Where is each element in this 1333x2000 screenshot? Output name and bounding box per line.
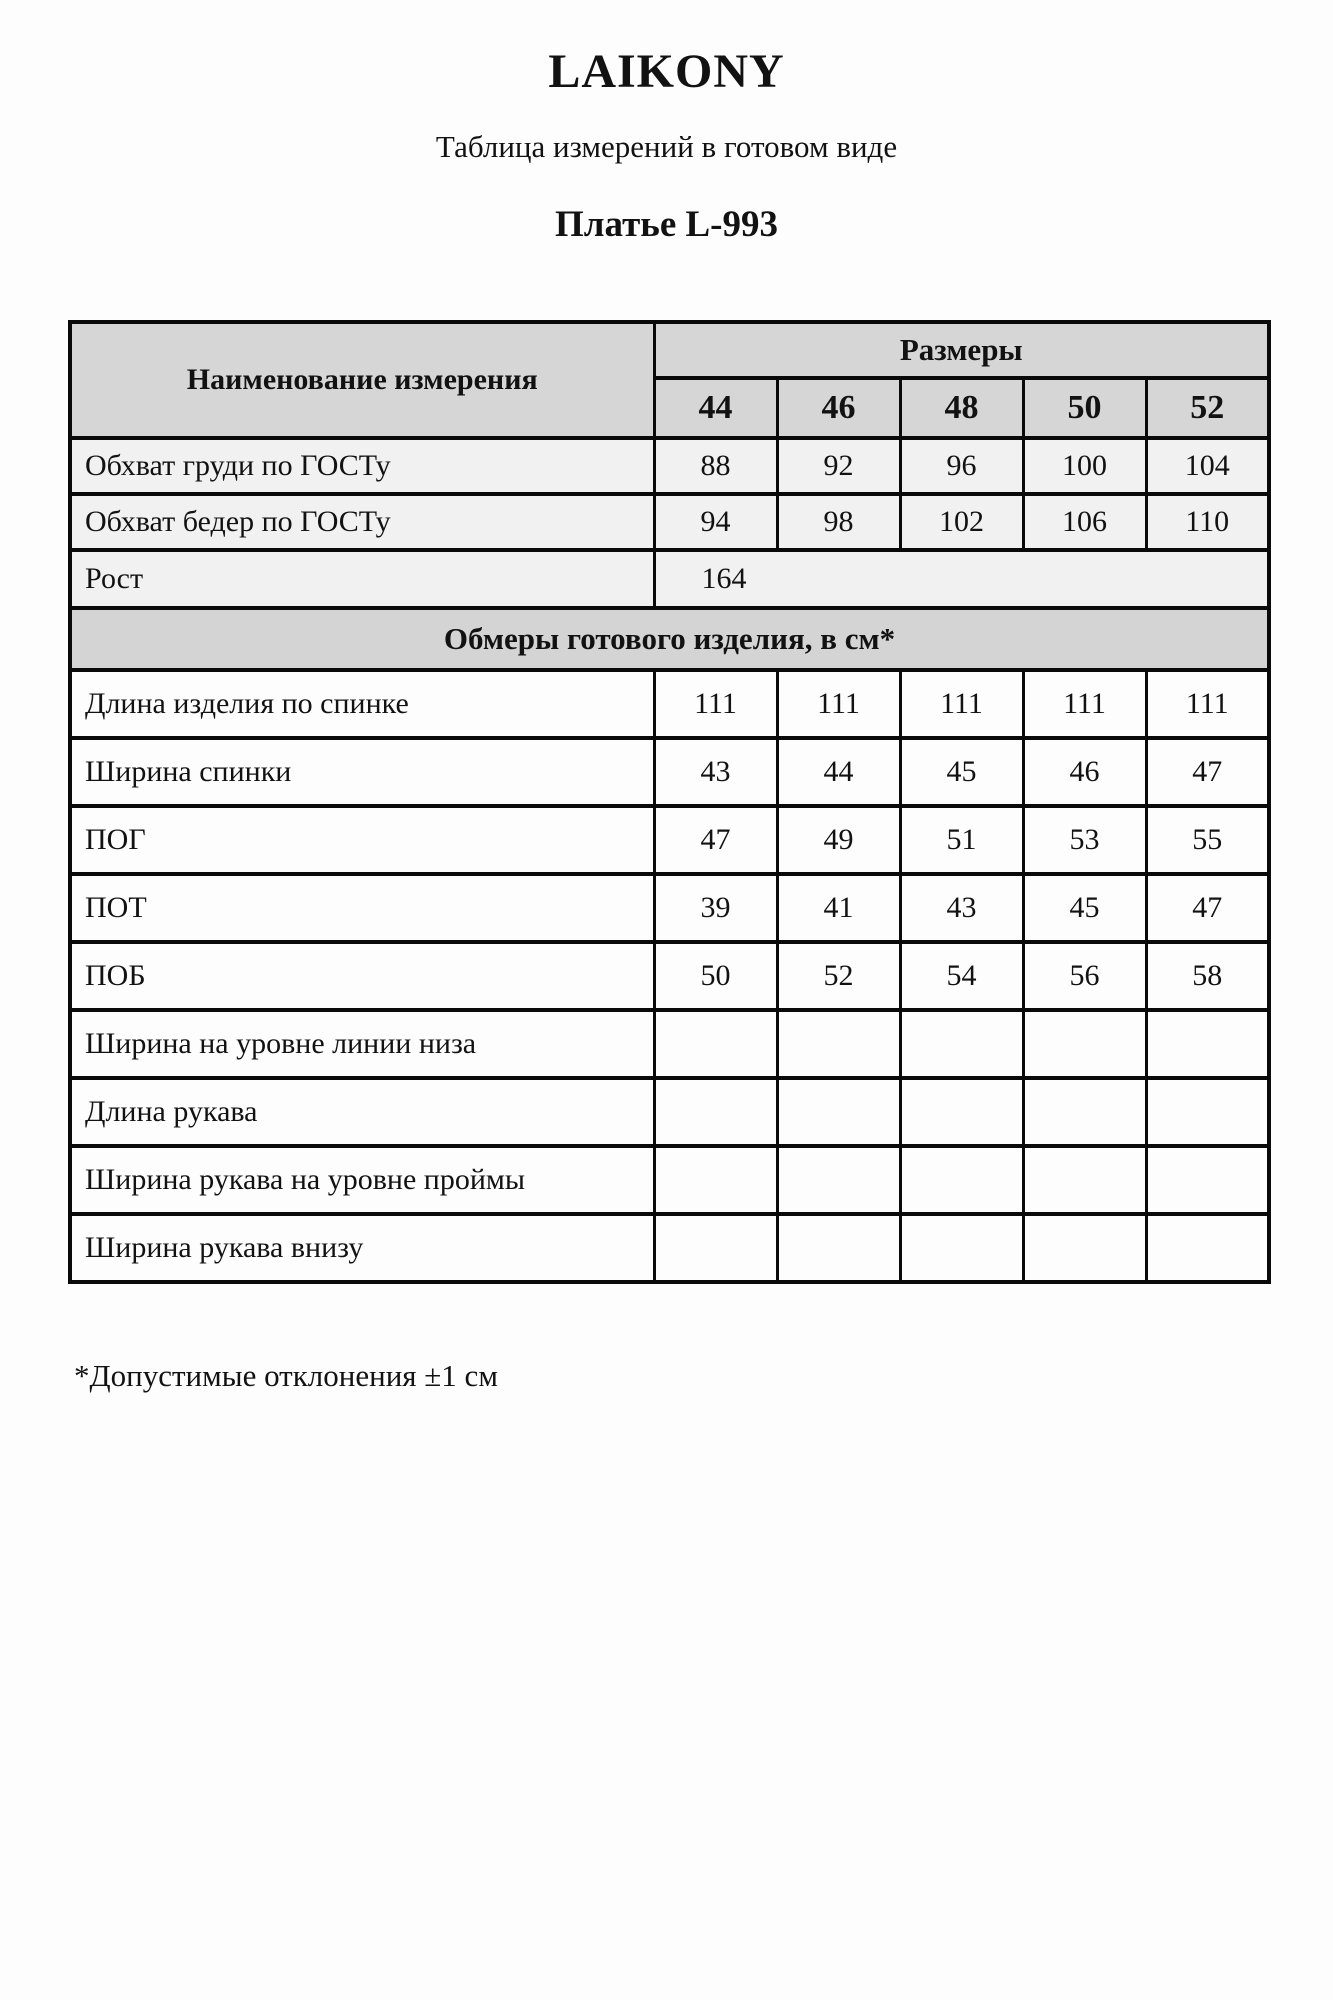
table-row-back-length: [70, 670, 1269, 738]
table-row-hips-gost: [70, 494, 1269, 550]
value-cell: [654, 1146, 777, 1214]
value-cell: 94: [654, 494, 777, 550]
value-cell: 41: [777, 874, 900, 942]
table-row-pot: [70, 874, 1269, 942]
value-cell: 47: [1146, 874, 1269, 942]
value-cell: [777, 1010, 900, 1078]
table-row-back-width: [70, 738, 1269, 806]
value-cell: [777, 1078, 900, 1146]
value-cell: 110: [1146, 494, 1269, 550]
size-column-50: 50: [1023, 378, 1146, 438]
value-cell: 39: [654, 874, 777, 942]
value-cell: 58: [1146, 942, 1269, 1010]
value-cell: 45: [1023, 874, 1146, 942]
row-label: Ширина рукава внизу: [70, 1214, 654, 1282]
value-cell: 43: [900, 874, 1023, 942]
value-cell: [1023, 1146, 1146, 1214]
value-cell: 43: [654, 738, 777, 806]
row-label: Длина изделия по спинке: [70, 670, 654, 738]
value-cell: 100: [1023, 438, 1146, 494]
row-label: ПОБ: [70, 942, 654, 1010]
value-cell: 46: [1023, 738, 1146, 806]
row-label: Рост: [70, 550, 654, 608]
value-cell: [1023, 1010, 1146, 1078]
value-cell: [1023, 1214, 1146, 1282]
header-row-sizes-group: [70, 322, 1269, 378]
row-label: Обхват бедер по ГОСТу: [70, 494, 654, 550]
row-label: ПОТ: [70, 874, 654, 942]
value-cell: [1023, 1078, 1146, 1146]
table-row-hem-width: [70, 1010, 1269, 1078]
value-cell: [900, 1078, 1023, 1146]
value-cell: [777, 1214, 900, 1282]
row-label: Длина рукава: [70, 1078, 654, 1146]
value-cell: 54: [900, 942, 1023, 1010]
value-cell: [900, 1214, 1023, 1282]
value-cell: 53: [1023, 806, 1146, 874]
value-cell: 51: [900, 806, 1023, 874]
value-cell: 111: [654, 670, 777, 738]
value-cell: 47: [1146, 738, 1269, 806]
value-cell: 111: [1146, 670, 1269, 738]
table-row-sleeve-width-bottom: [70, 1214, 1269, 1282]
value-cell: 111: [1023, 670, 1146, 738]
table-row-height: [70, 550, 1269, 608]
table-section-header-row: [70, 608, 1269, 670]
row-label: ПОГ: [70, 806, 654, 874]
value-cell: [654, 1078, 777, 1146]
value-cell: 56: [1023, 942, 1146, 1010]
value-cell: 55: [1146, 806, 1269, 874]
value-cell: 111: [777, 670, 900, 738]
value-cell: [654, 1214, 777, 1282]
column-header-sizes-group: Размеры: [654, 322, 1269, 378]
row-label: Ширина на уровне линии низа: [70, 1010, 654, 1078]
value-cell: 92: [777, 438, 900, 494]
measurements-table: [68, 320, 1271, 1284]
value-cell: 45: [900, 738, 1023, 806]
value-cell: [1146, 1146, 1269, 1214]
table-row-sleeve-length: [70, 1078, 1269, 1146]
column-header-measurement-name: Наименование измерения: [70, 322, 654, 438]
table-row-pog: [70, 806, 1269, 874]
value-cell: 102: [900, 494, 1023, 550]
value-cell: [900, 1146, 1023, 1214]
table-row-chest-gost: [70, 438, 1269, 494]
value-cell: 106: [1023, 494, 1146, 550]
value-cell-merged: 164: [654, 550, 1269, 608]
value-cell: 47: [654, 806, 777, 874]
product-title: Платье L-993: [555, 204, 778, 245]
value-cell: 52: [777, 942, 900, 1010]
row-label: Ширина спинки: [70, 738, 654, 806]
size-column-48: 48: [900, 378, 1023, 438]
value-cell: [900, 1010, 1023, 1078]
value-cell: 96: [900, 438, 1023, 494]
value-cell: 88: [654, 438, 777, 494]
table-row-sleeve-width-armhole: [70, 1146, 1269, 1214]
value-cell: [1146, 1214, 1269, 1282]
row-label: Обхват груди по ГОСТу: [70, 438, 654, 494]
value-cell: 104: [1146, 438, 1269, 494]
size-column-44: 44: [654, 378, 777, 438]
value-cell: [1146, 1078, 1269, 1146]
size-column-52: 52: [1146, 378, 1269, 438]
value-cell: 44: [777, 738, 900, 806]
value-cell: 111: [900, 670, 1023, 738]
value-cell: 98: [777, 494, 900, 550]
row-label: Ширина рукава на уровне проймы: [70, 1146, 654, 1214]
size-column-46: 46: [777, 378, 900, 438]
value-cell: [777, 1146, 900, 1214]
value-cell: [1146, 1010, 1269, 1078]
page-subtitle: Таблица измерений в готовом виде: [435, 129, 898, 164]
value-cell: [654, 1010, 777, 1078]
value-cell: 49: [777, 806, 900, 874]
tolerance-footnote: *Допустимые отклонения ±1 см: [74, 1358, 498, 1393]
value-cell: 50: [654, 942, 777, 1010]
brand-title: LAIKONY: [548, 45, 785, 98]
section-header: Обмеры готового изделия, в см*: [70, 608, 1269, 670]
table-row-pob: [70, 942, 1269, 1010]
